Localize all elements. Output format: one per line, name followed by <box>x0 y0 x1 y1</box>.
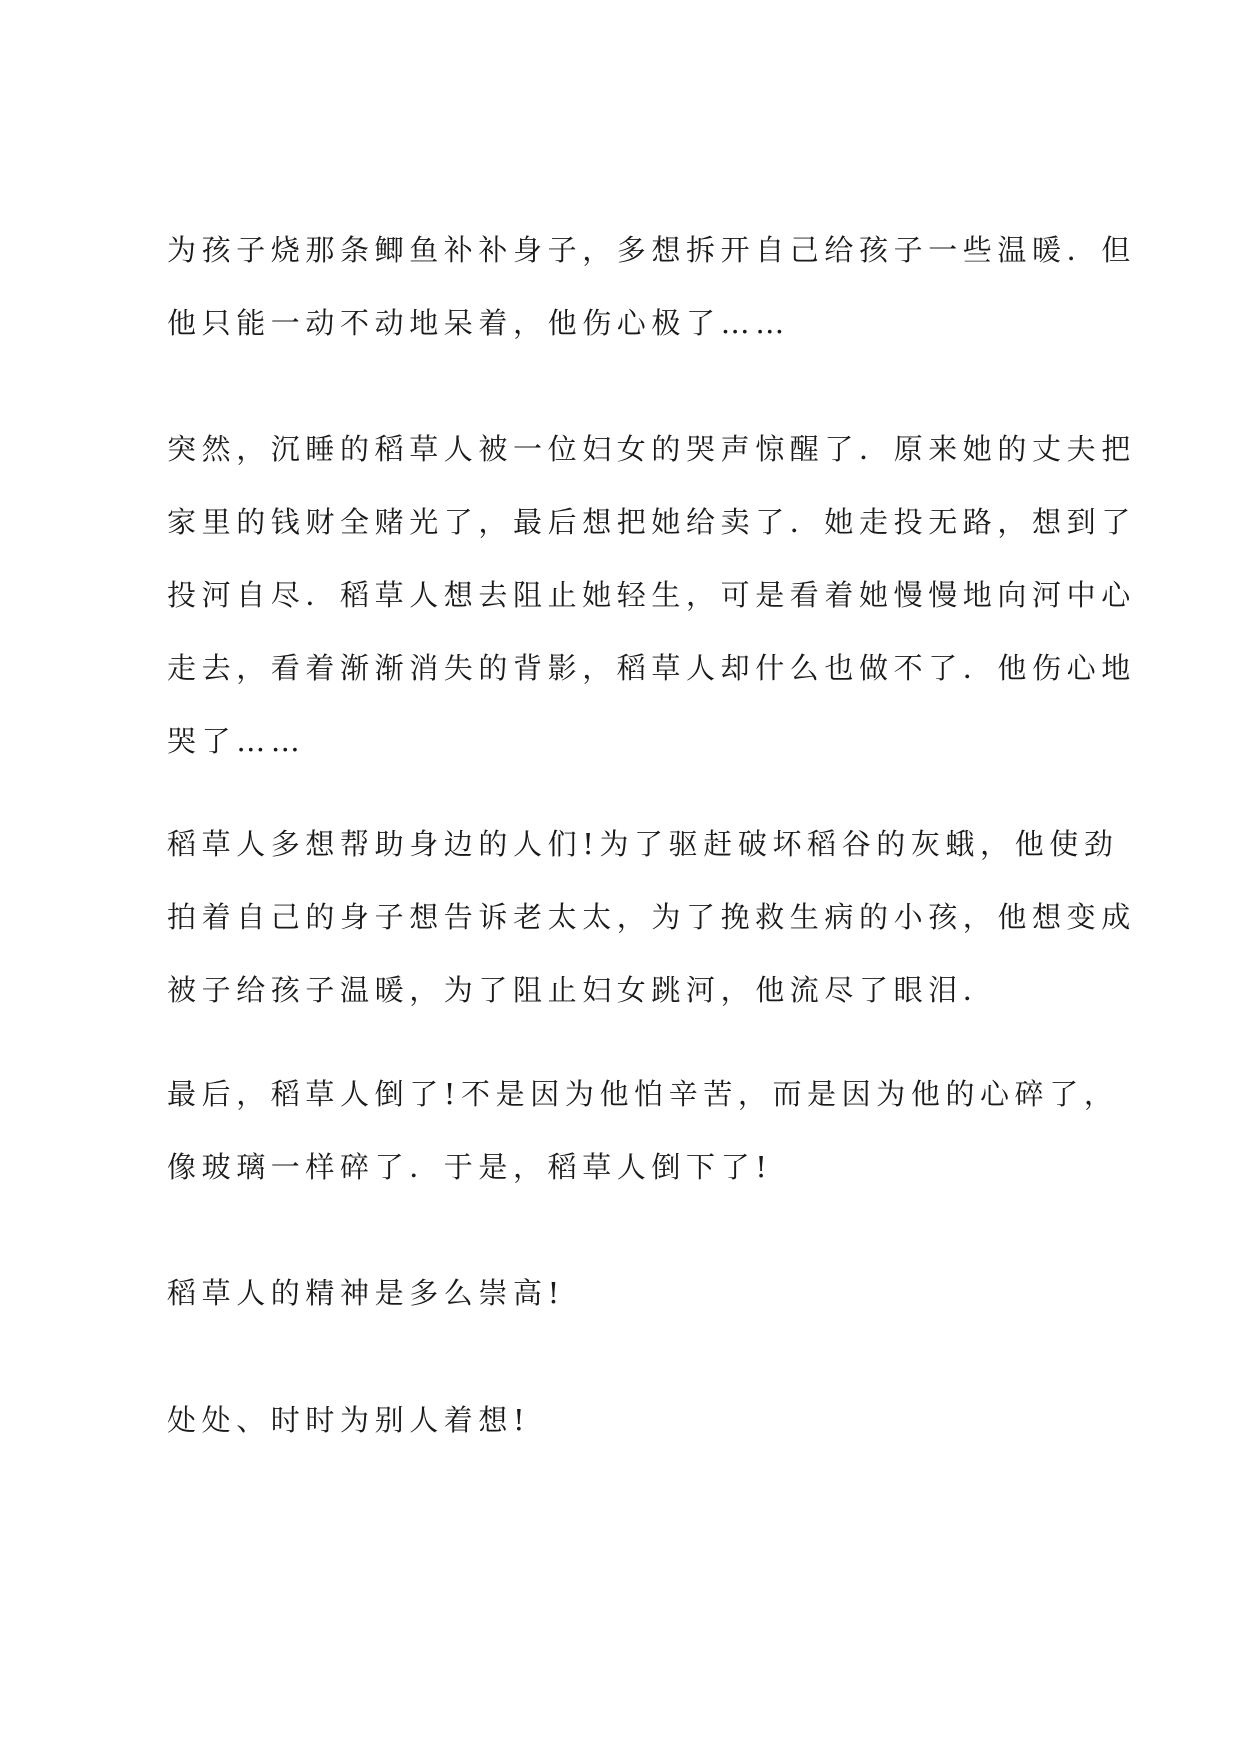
paragraph-line: 拍着自己的身子想告诉老太太，为了挽救生病的小孩，他想变成 <box>167 900 1136 934</box>
paragraph-6 <box>167 1384 1097 1457</box>
paragraph-line: 最后，稻草人倒了!不是因为他怕辛苦，而是因为他的心碎了， <box>167 1077 1119 1111</box>
paragraph-line: 哭了…… <box>167 724 306 758</box>
paragraph-2 <box>167 413 1136 778</box>
paragraph-line: 突然，沉睡的稻草人被一位妇女的哭声惊醒了．原来她的丈夫把 <box>167 432 1136 466</box>
paragraph-line: 稻草人的精神是多么崇高! <box>167 1276 565 1310</box>
paragraph-4 <box>167 1058 1119 1204</box>
paragraph-line: 家里的钱财全赌光了，最后想把她给卖了．她走投无路，想到了 <box>167 505 1136 539</box>
paragraph-line: 稻草人多想帮助身边的人们!为了驱赶破坏稻谷的灰蛾，他使劲 <box>167 827 1119 861</box>
paragraph-line: 他只能一动不动地呆着，他伤心极了…… <box>167 306 790 340</box>
paragraph-5 <box>167 1257 1097 1330</box>
paragraph-line: 投河自尽．稻草人想去阻止她轻生，可是看着她慢慢地向河中心 <box>167 578 1136 612</box>
paragraph-3 <box>167 808 1136 1027</box>
paragraph-1 <box>167 214 1136 360</box>
paragraph-line: 为孩子烧那条鲫鱼补补身子，多想拆开自己给孩子一些温暖．但 <box>167 233 1136 267</box>
paragraph-line: 走去，看着渐渐消失的背影，稻草人却什么也做不了．他伤心地 <box>167 651 1136 685</box>
paragraph-line: 被子给孩子温暖，为了阻止妇女跳河，他流尽了眼泪． <box>167 973 998 1007</box>
paragraph-line: 像玻璃一样碎了．于是，稻草人倒下了! <box>167 1150 773 1184</box>
paragraph-line: 处处、时时为别人着想! <box>167 1403 531 1437</box>
